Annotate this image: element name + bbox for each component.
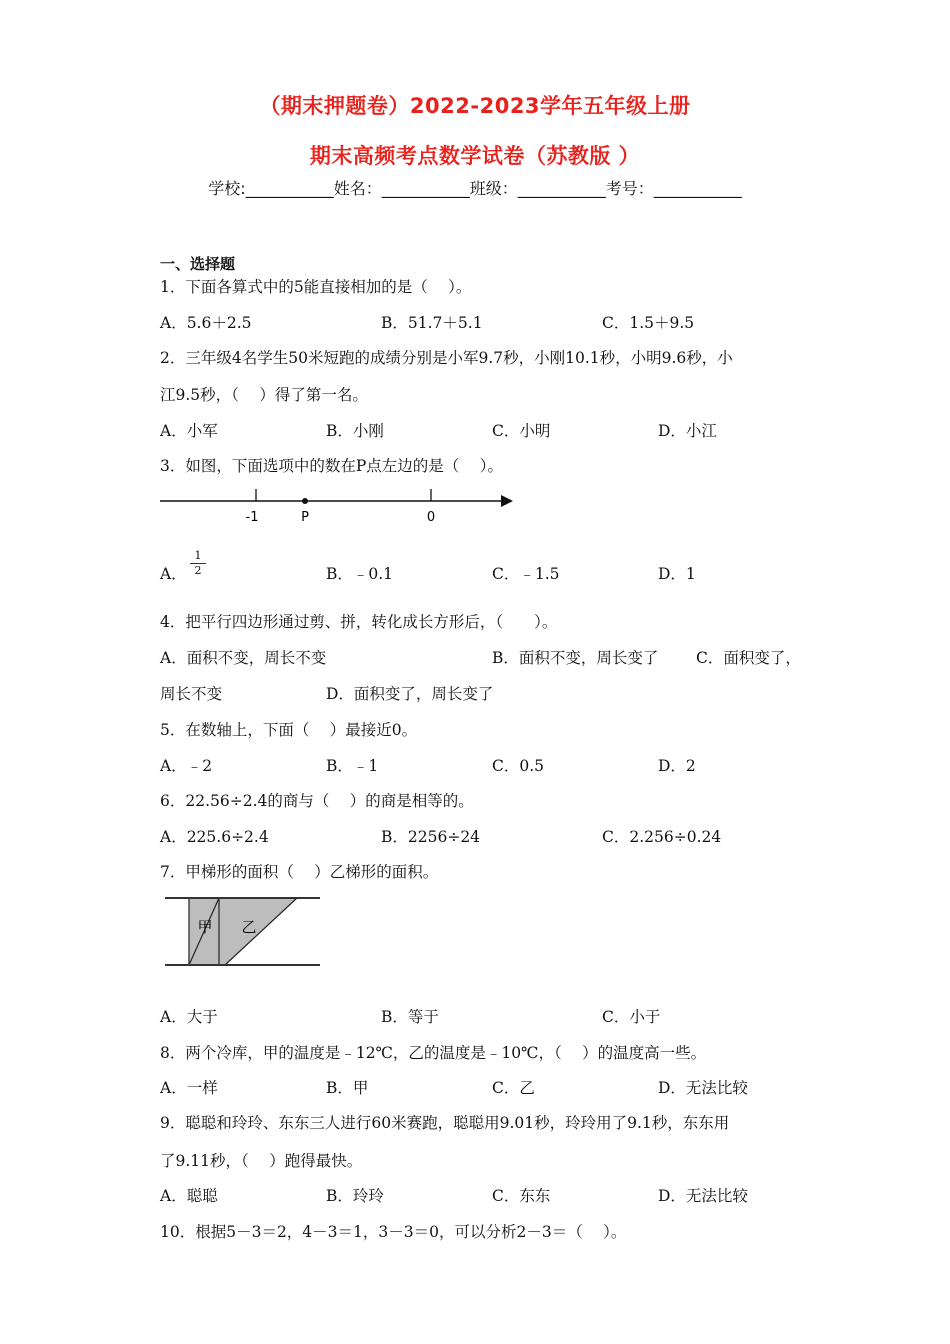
- q2-option-c: C．小明: [492, 422, 551, 440]
- q5-option-d: D．2: [658, 757, 696, 775]
- label-minus-one: -1: [245, 510, 259, 525]
- question-10-stem: 10．根据5－3＝2，4－3＝1，3－3＝0，可以分析2－3＝（ ）。: [160, 1223, 627, 1241]
- q4-option-d: D．面积变了，周长变了: [326, 685, 494, 703]
- q8-option-d: D．无法比较: [658, 1079, 748, 1097]
- q8-option-b: B．甲: [326, 1079, 369, 1097]
- q2-option-d: D．小江: [658, 422, 717, 440]
- point-p-dot: [302, 498, 308, 504]
- exam-title-line2: 期末高频考点数学试卷（苏教版 ）: [309, 144, 641, 168]
- q1-option-a: A．5.6＋2.5: [160, 314, 252, 332]
- question-3-stem: 3．如图，下面选项中的数在P点左边的是（ ）。: [160, 457, 503, 475]
- q2-option-a: A．小军: [160, 422, 218, 440]
- question-5-stem: 5．在数轴上，下面（ ）最接近0。: [160, 721, 418, 739]
- q3-option-c: C．﹣1.5: [492, 565, 560, 583]
- exam-title-line1: （期末押题卷）2022-2023学年五年级上册: [259, 94, 691, 118]
- q9-option-d: D．无法比较: [658, 1187, 748, 1205]
- q7-option-b: B．等于: [381, 1008, 439, 1026]
- q4-option-c-continued: 周长不变: [160, 685, 223, 703]
- q6-option-c: C．2.256÷0.24: [602, 828, 722, 846]
- question-4-stem: 4．把平行四边形通过剪、拼，转化成长方形后，（ ）。: [160, 613, 558, 631]
- q9-option-b: B．玲玲: [326, 1187, 384, 1205]
- q3-option-a-fraction: [190, 550, 206, 577]
- label-jia: 甲: [197, 918, 213, 936]
- question-6-stem: 6．22.56÷2.4的商与（ ）的商是相等的。: [160, 792, 474, 810]
- fraction-numerator: 1: [194, 549, 202, 562]
- q3-option-b: B．﹣0.1: [326, 565, 394, 583]
- q9-option-c: C．东东: [492, 1187, 551, 1205]
- number-line-arrow: [501, 495, 513, 507]
- fraction-denominator: 2: [194, 564, 202, 577]
- q4-option-b: B．面积不变，周长变了: [492, 649, 659, 667]
- section-heading: 一、选择题: [160, 255, 236, 273]
- q6-option-a: A．225.6÷2.4: [160, 828, 269, 846]
- student-info-line: 学校:___________姓名：___________班级：___________考号：___________: [208, 179, 742, 198]
- label-zero: 0: [426, 510, 436, 525]
- q3-option-a: A．: [160, 565, 187, 583]
- q4-option-a: A．面积不变，周长不变: [160, 649, 327, 667]
- q2-option-b: B．小刚: [326, 422, 384, 440]
- question-8-stem: 8．两个冷库，甲的温度是﹣12℃，乙的温度是﹣10℃，（ ）的温度高一些。: [160, 1044, 707, 1062]
- label-p: P: [301, 510, 309, 525]
- question-7-stem: 7．甲梯形的面积（ ）乙梯形的面积。: [160, 863, 439, 881]
- question-2-stem-line2: 江9.5秒，（ ）得了第一名。: [160, 386, 368, 404]
- question-2-stem-line1: 2．三年级4名学生50米短跑的成绩分别是小军9.7秒，小刚10.1秒，小明9.6秒，小: [160, 349, 733, 367]
- q8-option-c: C．乙: [492, 1079, 535, 1097]
- label-yi: 乙: [241, 918, 257, 936]
- question-9-stem-line2: 了9.11秒，（ ）跑得最快。: [160, 1152, 363, 1170]
- q1-option-b: B．51.7＋5.1: [381, 314, 483, 332]
- q3-option-d: D．1: [658, 565, 696, 583]
- q1-option-c: C．1.5＋9.5: [602, 314, 695, 332]
- question-1-stem: 1．下面各算式中的5能直接相加的是（ ）。: [160, 278, 472, 296]
- question-9-stem-line1: 9．聪聪和玲玲、东东三人进行60米赛跑，聪聪用9.01秒，玲玲用了9.1秒，东东用: [160, 1114, 730, 1132]
- q9-option-a: A．聪聪: [160, 1187, 218, 1205]
- q5-option-c: C．0.5: [492, 757, 545, 775]
- q7-option-c: C．小于: [602, 1008, 661, 1026]
- q4-option-c: C．面积变了，: [696, 649, 801, 667]
- q5-option-a: A．﹣2: [160, 757, 213, 775]
- q6-option-b: B．2256÷24: [381, 828, 481, 846]
- q5-option-b: B．﹣1: [326, 757, 379, 775]
- number-line-figure: [155, 484, 525, 526]
- q7-option-a: A．大于: [160, 1008, 218, 1026]
- trapezoid-figure: [160, 893, 325, 973]
- q8-option-a: A．一样: [160, 1079, 218, 1097]
